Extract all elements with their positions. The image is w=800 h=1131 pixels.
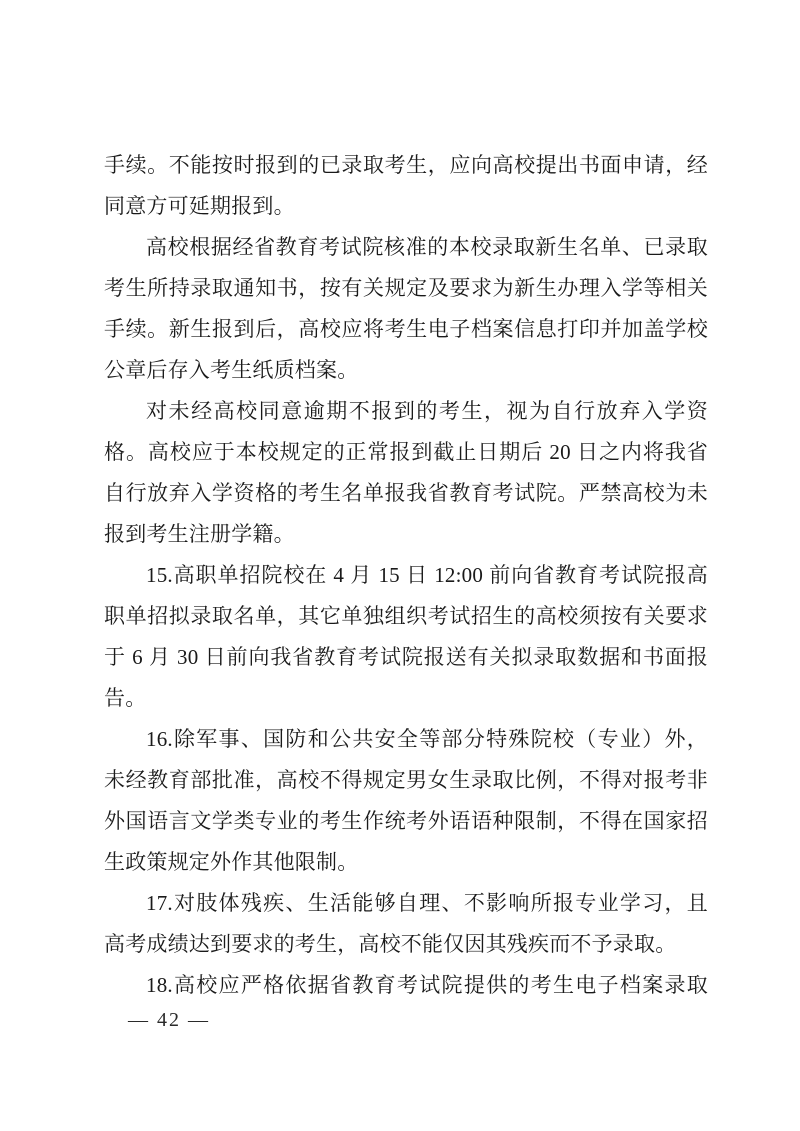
text-line: 考生所持录取通知书，按有关规定及要求为新生办理入学等相关 [104,276,708,300]
text-line: 手续。不能按时报到的已录取考生，应向高校提出书面申请，经 [104,153,708,177]
paragraph [104,391,708,555]
text-block [104,145,708,1006]
text-line: 高考成绩达到要求的考生，高校不能仅因其残疾而不予录取。 [104,932,677,956]
page-number: — 42 — [128,1009,210,1031]
text-line: 于 6 月 30 日前向我省教育考试院报送有关拟录取数据和书面报 [104,645,708,669]
text-line: 对未经高校同意逾期不报到的考生，视为自行放弃入学资 [146,399,708,423]
text-line: 高校根据经省教育考试院核准的本校录取新生名单、已录取 [146,235,708,259]
paragraph-item-16 [104,719,708,883]
text-line: 格。高校应于本校规定的正常报到截止日期后 20 日之内将我省 [104,440,708,464]
text-line: 报到考生注册学籍。 [104,522,295,546]
paragraph-item-15 [104,555,708,719]
text-line: 17.对肢体残疾、生活能够自理、不影响所报专业学习，且 [146,891,708,915]
paragraph-continuation [104,145,708,227]
paragraph [104,227,708,391]
text-line: 公章后存入考生纸质档案。 [104,358,359,382]
text-line: 告。 [104,686,147,710]
text-line: 18.高校应严格依据省教育考试院提供的考生电子档案录取 [146,973,708,997]
text-line: 15.高职单招院校在 4 月 15 日 12:00 前向省教育考试院报高 [146,563,708,587]
text-line: 外国语言文学类专业的考生作统考外语语种限制，不得在国家招 [104,809,708,833]
text-line: 16.除军事、国防和公共安全等部分特殊院校（专业）外， [146,727,708,751]
text-line: 自行放弃入学资格的考生名单报我省教育考试院。严禁高校为未 [104,481,708,505]
text-line: 手续。新生报到后，高校应将考生电子档案信息打印并加盖学校 [104,317,708,341]
paragraph-item-18 [104,965,708,1006]
text-line: 同意方可延期报到。 [104,194,295,218]
text-line: 生政策规定外作其他限制。 [104,850,359,874]
text-line: 职单招拟录取名单，其它单独组织考试招生的高校须按有关要求 [104,604,708,628]
text-line: 未经教育部批准，高校不得规定男女生录取比例，不得对报考非 [104,768,708,792]
paragraph-item-17 [104,883,708,965]
